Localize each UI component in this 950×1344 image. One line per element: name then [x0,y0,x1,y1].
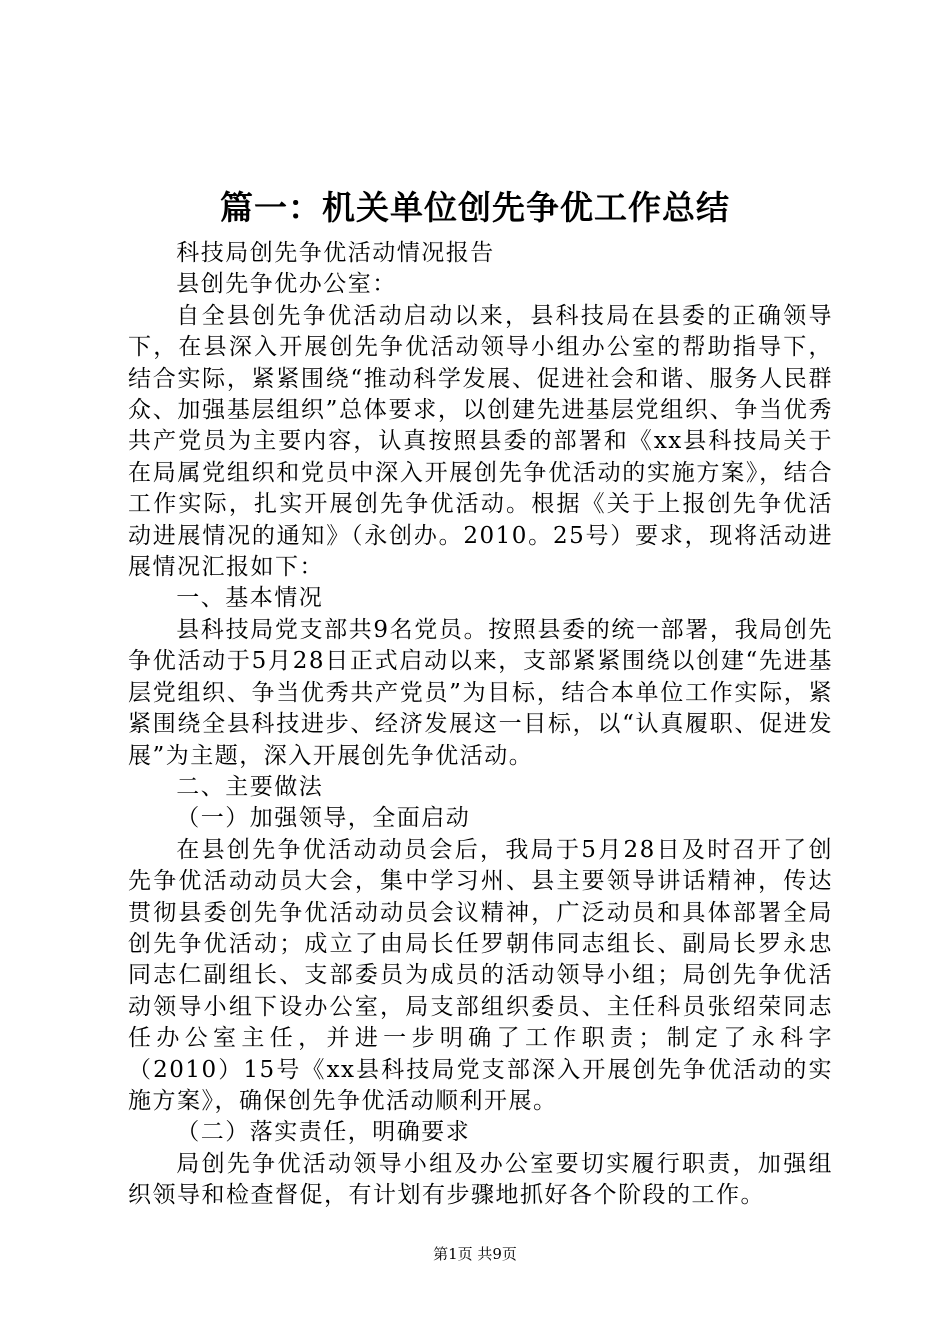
report-heading: 科技局创先争优活动情况报告 [176,240,495,266]
section-heading-basic: 一、基本情况 [176,585,324,612]
document-title: 篇一：机关单位创先争优工作总结 [220,188,730,227]
subsection-2-paragraph: 局创先争优活动领导小组及办公室要切实履行职责，加强组织领导和检查督促，有计划有步骤地抓好各个阶段的工作。 [128,1150,833,1209]
subsection-1-paragraph: 在县创先争优活动动员会后，我局于5月28日及时召开了创先争优活动动员大会，集中学习州、县主要领导讲话精神，传达贯彻县委创先争优活动动员会议精神，广泛动员和具体部署全局创先争优活动；成立了由局长任罗朝伟同志组长、副局长罗永忠同志仁副组长、支部委员为成员的活动领导小组；局创先争优活动领导小组下设办公室，局支部组织委员、主任科员张绍荣同志任办公室主任，并进一步明确了工作职责；制定了永科字（2010）15号《xx县科技局党支部深入开展创先争优活动的实施方案》，确保创先争优活动顺利开展。 [128,836,833,1114]
section-heading-methods: 二、主要做法 [176,773,324,800]
basic-situation-paragraph: 县科技局党支部共9名党员。按照县委的统一部署，我局创先争优活动于5月28日正式启动以来，支部紧紧围绕以创建“先进基层党组织、争当优秀共产党员”为目标，结合本单位工作实际，紧紧围绕全县科技进步、经济发展这一目标，以“认真履职、促进发展”为主题，深入开展创先争优活动。 [128,616,833,769]
addressee: 县创先争优办公室： [176,271,397,298]
subsection-heading-2: （二）落实责任，明确要求 [176,1119,471,1146]
page-footer: 第1页 共9页 [433,1245,517,1263]
subsection-heading-1: （一）加强领导，全面启动 [176,805,471,832]
intro-paragraph: 自全县创先争优活动启动以来，县科技局在县委的正确领导下，在县深入开展创先争优活动领导小组办公室的帮助指导下，结合实际，紧紧围绕“推动科学发展、促进社会和谐、服务人民群众、加强基层组织”总体要求，以创建先进基层党组织、争当优秀共产党员为主要内容，认真按照县委的部署和《xx县科技局关于在局属党组织和党员中深入开展创先争优活动的实施方案》，结合工作实际，扎实开展创先争优活动。根据《关于上报创先争优活动进展情况的通知》（永创办。2010。25号）要求，现将活动进展情况汇报如下： [128,302,833,581]
document-body [128,238,833,1212]
